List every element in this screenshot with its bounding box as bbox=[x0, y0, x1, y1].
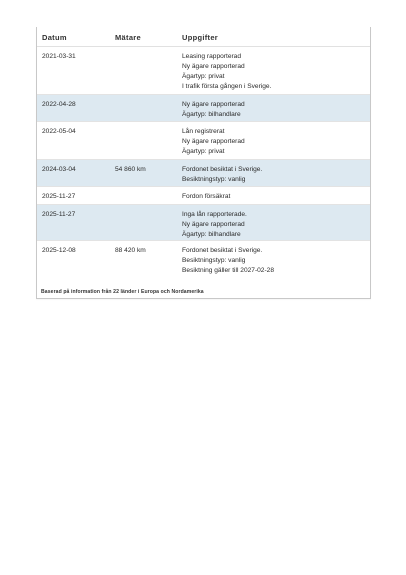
detail-line: Ny ägare rapporterad bbox=[182, 137, 245, 145]
row-date: 2025-12-08 bbox=[42, 247, 76, 254]
table-row bbox=[37, 160, 370, 187]
detail-line: Ägartyp: bilhandlare bbox=[182, 110, 241, 118]
table-footnote: Baserad på information från 22 länder i Europa och Nordamerika bbox=[41, 289, 204, 295]
detail-line: Inga lån rapporterade. bbox=[182, 211, 247, 218]
table-header bbox=[37, 27, 370, 47]
table-row bbox=[37, 122, 370, 160]
table-row bbox=[37, 47, 370, 95]
table-row bbox=[37, 241, 370, 281]
detail-line: Fordonet besiktat i Sverige. bbox=[182, 247, 263, 254]
header-meter: Mätare bbox=[115, 33, 141, 42]
detail-line: Fordonet besiktat i Sverige. bbox=[182, 166, 263, 173]
detail-line: Ny ägare rapporterad bbox=[182, 101, 245, 108]
row-date: 2022-05-04 bbox=[42, 128, 76, 135]
table-row bbox=[37, 95, 370, 122]
row-details bbox=[182, 100, 245, 120]
row-date: 2025-11-27 bbox=[42, 211, 76, 218]
row-date: 2021-03-31 bbox=[42, 53, 76, 60]
row-details bbox=[182, 127, 245, 157]
row-details bbox=[182, 52, 271, 92]
row-details bbox=[182, 192, 230, 202]
detail-line: Ny ägare rapporterad bbox=[182, 62, 245, 70]
detail-line: Ny ägare rapporterad bbox=[182, 220, 245, 228]
row-date: 2025-11-27 bbox=[42, 193, 76, 200]
header-date: Datum bbox=[42, 33, 67, 42]
detail-line: Fordon försäkrat bbox=[182, 193, 231, 200]
detail-line: Besiktningstyp: vanlig bbox=[182, 175, 246, 183]
detail-line: Ägartyp: privat bbox=[182, 147, 225, 155]
row-details bbox=[182, 210, 247, 240]
row-date: 2022-04-28 bbox=[42, 101, 76, 108]
detail-line: I trafik första gången i Sverige. bbox=[182, 82, 272, 90]
row-meter: 88 420 km bbox=[115, 247, 146, 254]
detail-line: Besiktning gäller till 2027-02-28 bbox=[182, 266, 275, 274]
row-details bbox=[182, 246, 274, 276]
detail-line: Leasing rapporterad bbox=[182, 53, 242, 60]
detail-line: Besiktningstyp: vanlig bbox=[182, 256, 246, 264]
detail-line: Ägartyp: bilhandlare bbox=[182, 230, 241, 238]
detail-line: Ägartyp: privat bbox=[182, 72, 225, 80]
vehicle-history-table bbox=[36, 27, 371, 299]
table-row bbox=[37, 187, 370, 205]
detail-line: Lån registrerat bbox=[182, 128, 225, 135]
header-details: Uppgifter bbox=[182, 33, 219, 42]
table-row bbox=[37, 205, 370, 241]
row-meter: 54 860 km bbox=[115, 166, 146, 173]
row-details bbox=[182, 165, 262, 185]
row-date: 2024-03-04 bbox=[42, 166, 76, 173]
